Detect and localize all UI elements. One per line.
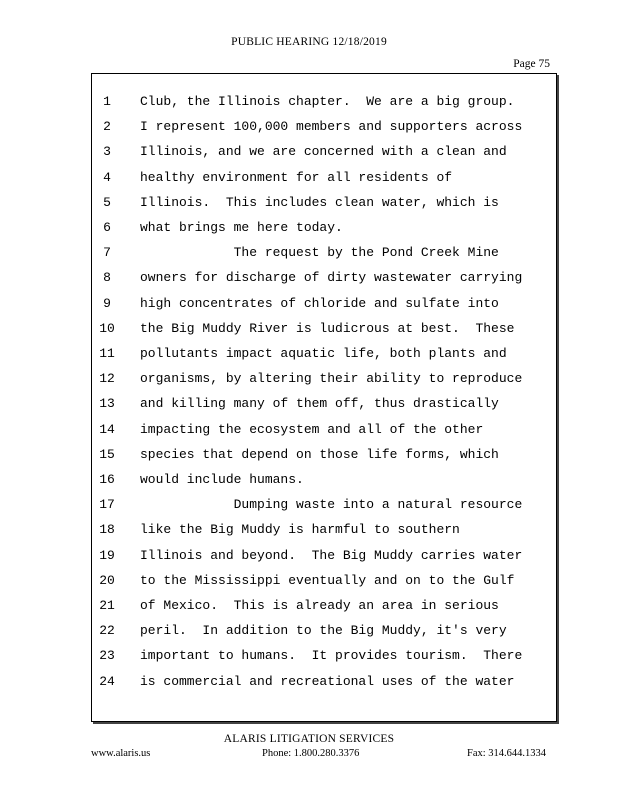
- line-number: 12: [99, 371, 115, 387]
- line-text: the Big Muddy River is ludicrous at best. These: [140, 320, 515, 336]
- line-text: Illinois and beyond. The Big Muddy carries water: [140, 547, 523, 563]
- transcript-line: [92, 168, 558, 188]
- line-number: 19: [99, 547, 115, 563]
- line-text: I represent 100,000 members and supporters across: [140, 119, 523, 135]
- line-text: of Mexico. This is already an area in serious: [140, 598, 499, 613]
- line-number: 8: [103, 270, 111, 286]
- line-number: 9: [103, 295, 111, 311]
- transcript-line: [92, 470, 558, 490]
- line-number: 6: [103, 220, 111, 235]
- transcript-line: [92, 243, 558, 263]
- line-text: organisms, by altering their ability to reproduce: [140, 371, 523, 387]
- line-text: healthy environment for all residents of: [140, 169, 453, 185]
- line-number: 15: [99, 446, 115, 462]
- transcript-line: [92, 193, 558, 213]
- line-text: Dumping waste into a natural resource: [140, 497, 523, 513]
- line-text: pollutants impact aquatic life, both plants and: [140, 346, 507, 361]
- line-number: 22: [99, 623, 115, 639]
- page-number: Page 75: [513, 58, 550, 70]
- transcript-line: [92, 571, 558, 591]
- line-number: 5: [103, 194, 111, 210]
- line-text: and killing many of them off, thus drastically: [140, 396, 499, 412]
- line-number: 7: [103, 245, 111, 261]
- transcript-line: [92, 117, 558, 137]
- line-text: Club, the Illinois chapter. We are a big group.: [140, 94, 515, 109]
- transcript-line: [92, 319, 558, 339]
- footer-website: www.alaris.us: [91, 748, 151, 759]
- line-text: important to humans. It provides tourism. There: [140, 648, 523, 664]
- line-text: to the Mississippi eventually and on to the Gulf: [140, 572, 515, 588]
- transcript-line: [92, 268, 558, 288]
- transcript-line: [92, 218, 558, 238]
- transcript-line: [92, 394, 558, 414]
- transcript-line: [92, 344, 558, 364]
- line-number: 3: [103, 144, 111, 160]
- line-text: The request by the Pond Creek Mine: [140, 245, 499, 261]
- transcript-line: [92, 92, 558, 112]
- line-text: what brings me here today.: [140, 220, 343, 235]
- transcript-line: [92, 596, 558, 616]
- line-number: 24: [99, 673, 115, 689]
- line-number: 4: [103, 169, 111, 185]
- footer-phone: Phone: 1.800.280.3376: [262, 748, 360, 759]
- line-text: would include humans.: [140, 472, 304, 487]
- line-text: owners for discharge of dirty wastewater carrying: [140, 270, 523, 286]
- transcript-line: [92, 520, 558, 540]
- transcript-line: [92, 672, 558, 692]
- line-text: Illinois. This includes clean water, which is: [140, 194, 499, 210]
- line-number: 23: [99, 648, 115, 664]
- line-text: is commercial and recreational uses of the water: [140, 673, 515, 689]
- line-text: Illinois, and we are concerned with a clean and: [140, 144, 507, 160]
- line-text: like the Big Muddy is harmful to southern: [140, 522, 460, 538]
- transcript-box: [91, 73, 557, 722]
- transcript-line: [92, 445, 558, 465]
- transcript-line: [92, 621, 558, 641]
- line-number: 13: [99, 396, 115, 412]
- line-number: 21: [99, 598, 115, 613]
- line-text: high concentrates of chloride and sulfate into: [140, 295, 499, 311]
- line-number: 11: [99, 346, 115, 361]
- hearing-title: PUBLIC HEARING 12/18/2019: [231, 36, 387, 48]
- transcript-line: [92, 142, 558, 162]
- line-number: 20: [99, 572, 115, 588]
- footer-fax: Fax: 314.644.1334: [467, 748, 547, 759]
- transcript-line: [92, 420, 558, 440]
- line-number: 14: [99, 421, 115, 437]
- transcript-line: [92, 546, 558, 566]
- footer-company: ALARIS LITIGATION SERVICES: [223, 733, 395, 745]
- transcript-line: [92, 495, 558, 515]
- line-number: 2: [103, 119, 111, 135]
- line-text: impacting the ecosystem and all of the other: [140, 421, 484, 437]
- line-number: 1: [103, 94, 111, 109]
- line-number: 16: [99, 472, 115, 487]
- transcript-line: [92, 369, 558, 389]
- line-number: 10: [99, 320, 115, 336]
- line-text: species that depend on those life forms, which: [140, 446, 499, 462]
- transcript-line: [92, 294, 558, 314]
- transcript-line: [92, 646, 558, 666]
- line-number: 17: [99, 497, 115, 513]
- line-number: 18: [99, 522, 115, 538]
- line-text: peril. In addition to the Big Muddy, it's very: [140, 623, 507, 639]
